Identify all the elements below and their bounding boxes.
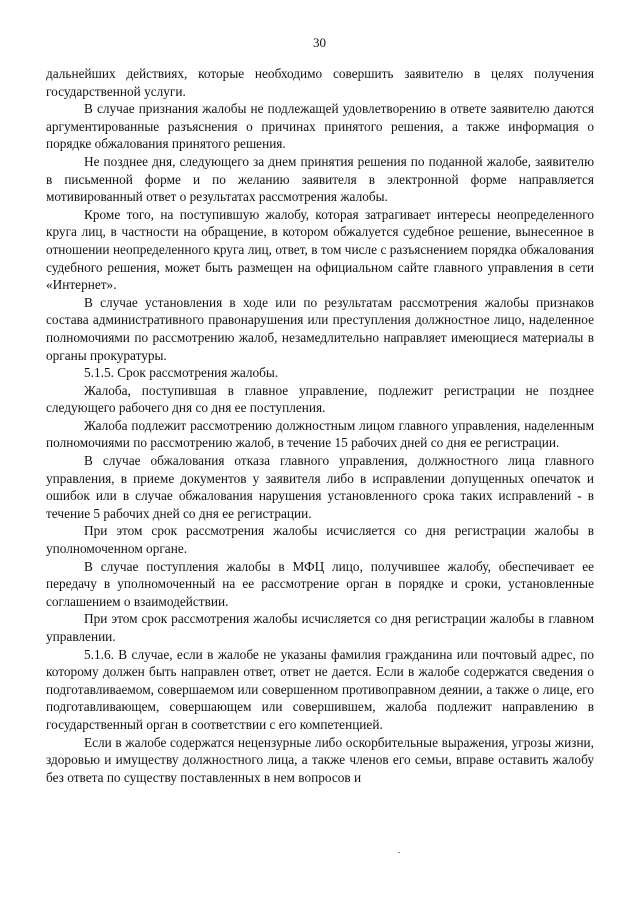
paragraph: Жалоба подлежит рассмотрению должностным лицом главного управления, наделенным полномочиями по рассмотрению жалоб, в течение 15 рабочих дней со дня ее регистрации. xyxy=(46,417,594,451)
paragraph: В случае поступления жалобы в МФЦ лицо, получившее жалобу, обеспечивает ее передачу в уполномоченный на ее рассмотрение орган в порядке и сроки, установленные соглашением о взаимодействии. xyxy=(46,558,594,609)
paragraph: В случае признания жалобы не подлежащей удовлетворению в ответе заявителю даются аргументированные разъяснения о причинах принятого решения, а также информация о порядке обжалования принятого решения. xyxy=(46,101,594,152)
paragraph: Не позднее дня, следующего за днем принятия решения по поданной жалобе, заявителю в письменной форме и по желанию заявителя в электронной форме направляется мотивированный ответ о результатах рассмотрения жалобы. xyxy=(46,153,594,205)
paragraph: Жалоба, поступившая в главное управление, подлежит регистрации не позднее следующего рабочего дня со дня ее поступления. xyxy=(46,382,594,416)
paragraph: При этом срок рассмотрения жалобы исчисляется со дня регистрации жалобы в главном управлении. xyxy=(46,611,594,644)
paragraph: Кроме того, на поступившую жалобу, которая затрагивает интересы неопределенного круга лиц, в частности на обращение, в котором обжалуется судебное решение, вынесенное в отношении неопределенного круга лиц, ответ, в том числе с разъяснением порядка обжалования судебного решения, может быть размещен на официальном сайте главного управления в сети «Интернет». xyxy=(46,206,594,293)
page-number: 30 xyxy=(313,35,326,50)
paragraph: В случае обжалования отказа главного управления, должностного лица главного управления, в приеме документов у заявителя либо в исправлении допущенных опечаток и ошибок или в случае обжалования нарушения установленного срока таких исправлений - в течение 5 рабочих дней со дня ее регистрации. xyxy=(46,453,594,521)
paragraph: В случае установления в ходе или по результатам рассмотрения жалобы признаков состава административного правонарушения или преступления должностное лицо, наделенное полномочиями по рассмотрению жалоб, незамедлительно направляет имеющиеся материалы в органы прокуратуры. xyxy=(46,294,594,363)
paragraph: Если в жалобе содержатся нецензурные либо оскорбительные выражения, угрозы жизни, здоровью и имуществу должностного лица, а также членов его семьи, вправе оставить жалобу без ответа по существу поставленных в нем вопросов и xyxy=(46,734,594,785)
paragraph: 5.1.5. Срок рассмотрения жалобы. xyxy=(84,365,279,381)
paragraph: 5.1.6. В случае, если в жалобе не указаны фамилия гражданина или почтовый адрес, по которому должен быть направлен ответ, ответ не дается. Если в жалобе содержатся сведения о подготавливаемом, совершаемом или совершенном противоправном деянии, а также о лице, его подготавливающем, совершающем или совершившем, жалоба подлежит направлению в государственный орган в соответствии с его компетенцией. xyxy=(46,646,594,732)
scan-speck xyxy=(398,852,400,853)
document-body xyxy=(46,65,594,786)
paragraph: При этом срок рассмотрения жалобы исчисляется со дня регистрации жалобы в уполномоченном органе. xyxy=(46,523,594,557)
paragraph: дальнейших действиях, которые необходимо совершить заявителю в целях получения государственной услуги. xyxy=(46,66,594,99)
